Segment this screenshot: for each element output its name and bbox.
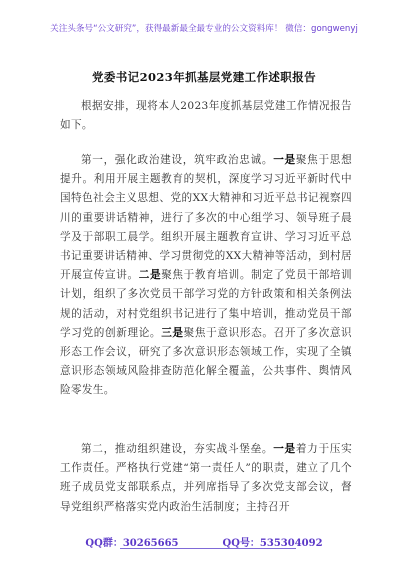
intro-text: 根据安排，现将本人2023年度抓基层党建工作情况报告如下。 bbox=[60, 100, 352, 132]
section1-text-3: 聚焦于意识形态。召开了多次意识形态工作会议，研究了多次意识形态领域工作，实现了全镇意识形态领域风险排查防范化解全覆盖，公共事件、舆情风险零发生。 bbox=[60, 326, 353, 397]
footer-underline bbox=[120, 548, 296, 549]
section2-lead-1: 一是 bbox=[273, 443, 296, 455]
section1-lead-3: 三是 bbox=[161, 326, 184, 339]
section1-text-2: 聚焦于教育培训。制定了党员干部培训计划，组织了多次党员干部学习党的方针政策和相关条例法规的活动，对村党组织书记进行了集中培训，推动党员干部学习党的创新理论。 bbox=[60, 269, 352, 339]
document-title: 党委书记2023年抓基层党建工作述职报告 bbox=[91, 70, 316, 84]
qq-group-number: QQ群：30265665 bbox=[85, 538, 179, 549]
promo-banner: 关注头条号“公文研究”，获得最新最全最专业的公文资料库！ 微信：gongwenyj bbox=[50, 24, 358, 34]
qq-number: QQ号：535304092 bbox=[222, 538, 323, 549]
section1-heading: 第一，强化政治建设，筑牢政治忠诚。 bbox=[81, 154, 274, 166]
section1-lead-1: 一是 bbox=[273, 154, 296, 166]
section1-lead-2: 二是 bbox=[138, 269, 162, 282]
section2-heading: 第二，推动组织建设，夯实战斗堡垒。 bbox=[81, 443, 274, 455]
footer-contacts bbox=[0, 534, 408, 549]
intro-paragraph bbox=[60, 97, 352, 135]
section2-paragraph bbox=[60, 440, 352, 517]
section2-text-1: 着力于压实工作责任。严格执行党建“第一责任人”的职责，建立了几个班子成员党支部联系点，并列席指导了多次党支部会议，督导党组织严格落实党内政治生活制度；主持召开 bbox=[60, 443, 353, 513]
section1-paragraph bbox=[60, 151, 352, 401]
section1-text-1: 聚焦于思想提升。利用开展主题教育的契机，深度学习习近平新时代中国特色社会主义思想、党的XX大精神和习近平总书记视察四川的重要讲话精神，进行了多次的中心组学习、领导班子晨学及于部职工晨学。组织开展主题教育宣讲、学习习近平总书记重要讲话精神、学习贯彻党的XX大精神等活动，到村居开展宣传宣讲。 bbox=[60, 154, 353, 282]
